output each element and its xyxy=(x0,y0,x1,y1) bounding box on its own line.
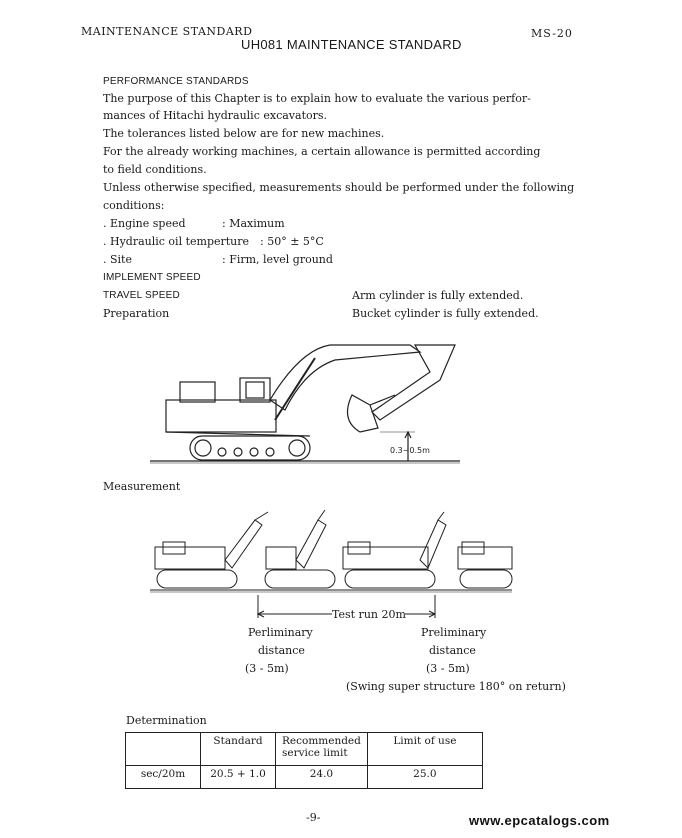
preparation-label: Preparation xyxy=(103,307,170,320)
table-header-cell xyxy=(276,733,368,766)
machine-2 xyxy=(265,510,335,588)
condition-label: . Hydraulic oil temperture xyxy=(103,235,250,248)
table-cell: sec/20m xyxy=(126,766,201,789)
height-label: 0.3~0.5m xyxy=(390,446,430,455)
body-line: For the already working machines, a certain allowance is permitted according xyxy=(103,145,541,158)
body-line: mances of Hitachi hydraulic excavators. xyxy=(103,109,328,122)
table-header-cell: Standard xyxy=(201,733,276,766)
body-line: The tolerances listed below are for new machines. xyxy=(103,127,385,140)
page-title: UH081 MAINTENANCE STANDARD xyxy=(241,37,462,52)
header-recommended-line: Recommended xyxy=(282,735,361,747)
condition-value: : 50° ± 5°C xyxy=(260,235,324,248)
section-heading-implement: IMPLEMENT SPEED xyxy=(103,272,201,283)
test-run-label: Test run 20m xyxy=(332,608,406,621)
table-row xyxy=(126,766,483,789)
right-caption-line: Preliminary xyxy=(421,626,487,639)
body-line: to field conditions. xyxy=(103,163,207,176)
left-caption-line: Perliminary xyxy=(248,626,313,639)
condition-value: : Maximum xyxy=(222,217,285,230)
swing-note: (Swing super structure 180° on return) xyxy=(346,680,566,693)
right-caption-line: distance xyxy=(429,644,476,657)
condition-value: : Firm, level ground xyxy=(222,253,333,266)
condition-label: . Site xyxy=(103,253,132,266)
table-cell: 20.5 + 1.0 xyxy=(201,766,276,789)
table-cell: 25.0 xyxy=(367,766,482,789)
right-caption-line: (3 - 5m) xyxy=(426,662,470,675)
table-header-row xyxy=(126,733,483,766)
machine-1 xyxy=(155,512,268,588)
header-left-label: MAINTENANCE STANDARD xyxy=(81,25,253,38)
watermark-url: www.epcatalogs.com xyxy=(469,813,610,828)
header-recommended-line: service limit xyxy=(282,747,348,759)
table-cell: 24.0 xyxy=(276,766,368,789)
section-heading-performance: PERFORMANCE STANDARDS xyxy=(103,76,249,87)
measurement-label: Measurement xyxy=(103,480,181,493)
track-rollers xyxy=(195,440,305,456)
body-line: conditions: xyxy=(103,199,165,212)
table-header-cell xyxy=(126,733,201,766)
preparation-arm: Arm cylinder is fully extended. xyxy=(352,289,524,302)
body-line: The purpose of this Chapter is to explain how to evaluate the various perfor- xyxy=(103,92,531,105)
body-line: Unless otherwise specified, measurements should be performed under the following xyxy=(103,181,575,194)
page-code: MS-20 xyxy=(531,27,573,40)
left-caption-line: distance xyxy=(258,644,305,657)
machine-3 xyxy=(343,512,446,588)
table-header-cell: Limit of use xyxy=(367,733,482,766)
page-number: -9- xyxy=(306,811,321,824)
determination-label: Determination xyxy=(126,714,207,727)
section-heading-travel: TRAVEL SPEED xyxy=(103,290,180,301)
machine-4 xyxy=(458,542,512,588)
left-caption-line: (3 - 5m) xyxy=(245,662,289,675)
preparation-bucket: Bucket cylinder is fully extended. xyxy=(352,307,539,320)
condition-label: . Engine speed xyxy=(103,217,186,230)
determination-table xyxy=(125,732,483,789)
